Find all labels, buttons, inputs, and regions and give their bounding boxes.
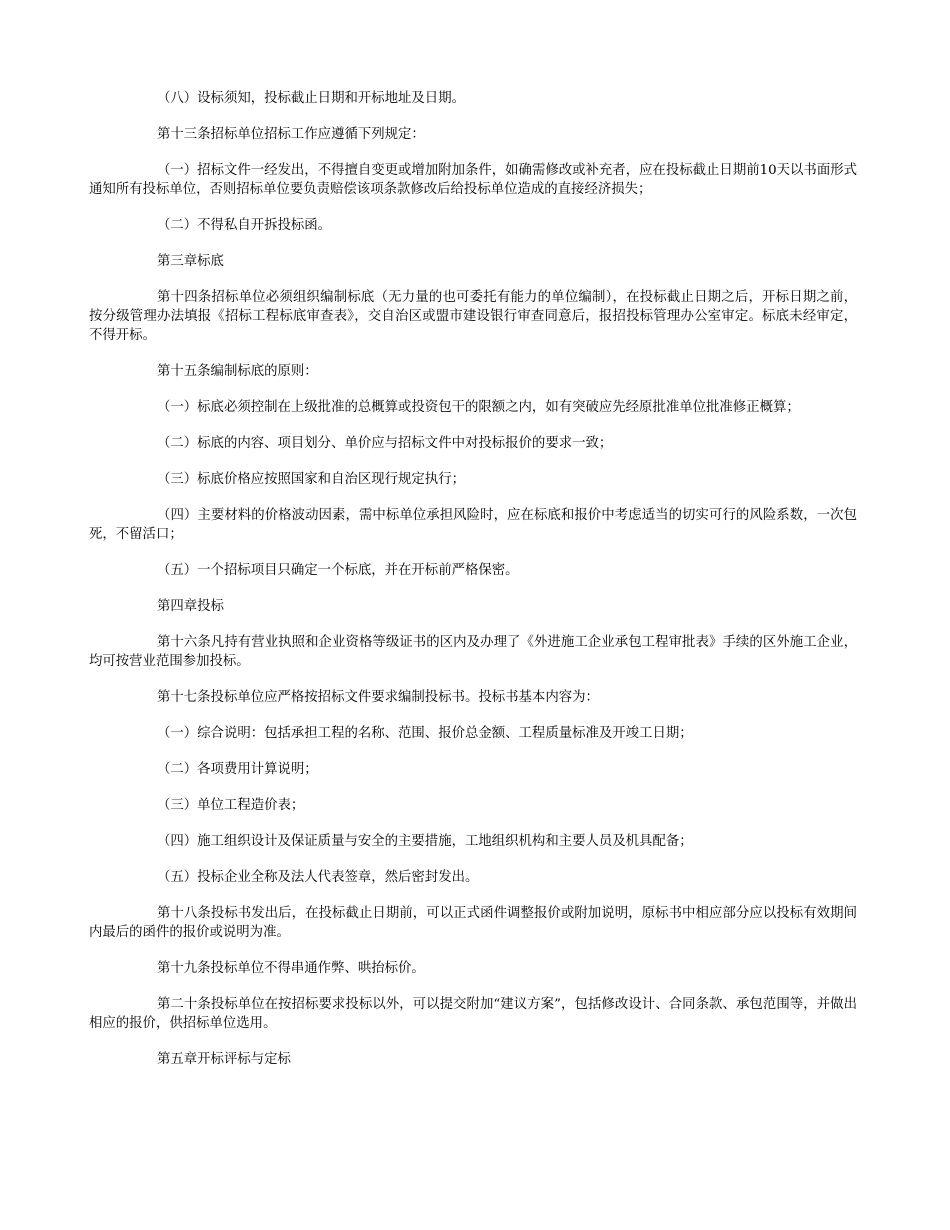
paragraph: （八）设标须知，投标截止日期和开标地址及日期。 [157,91,465,106]
paragraph: （五）一个招标项目只确定一个标底，并在开标前严格保密。 [157,563,519,578]
article-17-heading: 第十七条投标单位应严格按招标文件要求编制投标书。投标书基本内容为： [157,690,599,705]
paragraph: （三）标底价格应按照国家和自治区现行规定执行； [157,472,465,487]
paragraph: （四）主要材料的价格波动因素，需中标单位承担风险时，应在标底和报价中考虑适当的切实可行的风险系数，一次包死，不留活口； [89,508,857,542]
chapter-3-heading: 第三章标底 [157,254,224,269]
chapter-4-heading: 第四章投标 [157,599,224,614]
paragraph: （二）各项费用计算说明； [157,762,318,777]
paragraph: （二）标底的内容、项目划分、单价应与招标文件中对投标报价的要求一致； [157,436,613,451]
paragraph: （五）投标企业全称及法人代表签章，然后密封发出。 [157,870,479,885]
article-15-heading: 第十五条编制标底的原则： [157,364,318,379]
paragraph: （二）不得私自开拆投标函。 [157,218,332,233]
paragraph: （三）单位工程造价表； [157,798,305,813]
article-19-paragraph: 第十九条投标单位不得串通作弊、哄抬标价。 [157,961,425,976]
article-13-heading: 第十三条招标单位招标工作应遵循下列规定： [157,127,425,142]
article-18-paragraph: 第十八条投标书发出后，在投标截止日期前，可以正式函件调整报价或附加说明，原标书中相应部分应以投标有效期间内最后的函件的报价或说明为准。 [89,906,857,940]
article-20-paragraph: 第二十条投标单位在按招标要求投标以外，可以提交附加“建议方案”，包括修改设计、合同条款、承包范围等，并做出相应的报价，供招标单位选用。 [89,997,857,1031]
article-16-paragraph: 第十六条凡持有营业执照和企业资格等级证书的区内及办理了《外进施工企业承包工程审批表》手续的区外施工企业，均可按营业范围参加投标。 [89,635,857,669]
article-14-paragraph: 第十四条招标单位必须组织编制标底（无力量的也可委托有能力的单位编制），在投标截止日期之后，开标日期之前，按分级管理办法填报《招标工程标底审查表》，交自治区或盟市建设银行审查同意后，报招投标管理办公室审定。标底未经审定，不得开标。 [89,290,857,343]
paragraph: （一）综合说明：包括承担工程的名称、范围、报价总金额、工程质量标准及开竣工日期； [157,726,693,741]
chapter-5-heading: 第五章开标评标与定标 [157,1052,291,1067]
document-body [89,89,857,1086]
paragraph: （一）招标文件一经发出，不得擅自变更或增加附加条件，如确需修改或补充者，应在投标截止日期前10天以书面形式通知所有投标单位，否则招标单位要负责赔偿该项条款修改后给投标单位造成的直接经济损失； [89,163,857,197]
paragraph: （一）标底必须控制在上级批准的总概算或投资包干的限额之内，如有突破应先经原批准单位批准修正概算； [157,400,800,415]
paragraph: （四）施工组织设计及保证质量与安全的主要措施，工地组织机构和主要人员及机具配备； [157,834,693,849]
